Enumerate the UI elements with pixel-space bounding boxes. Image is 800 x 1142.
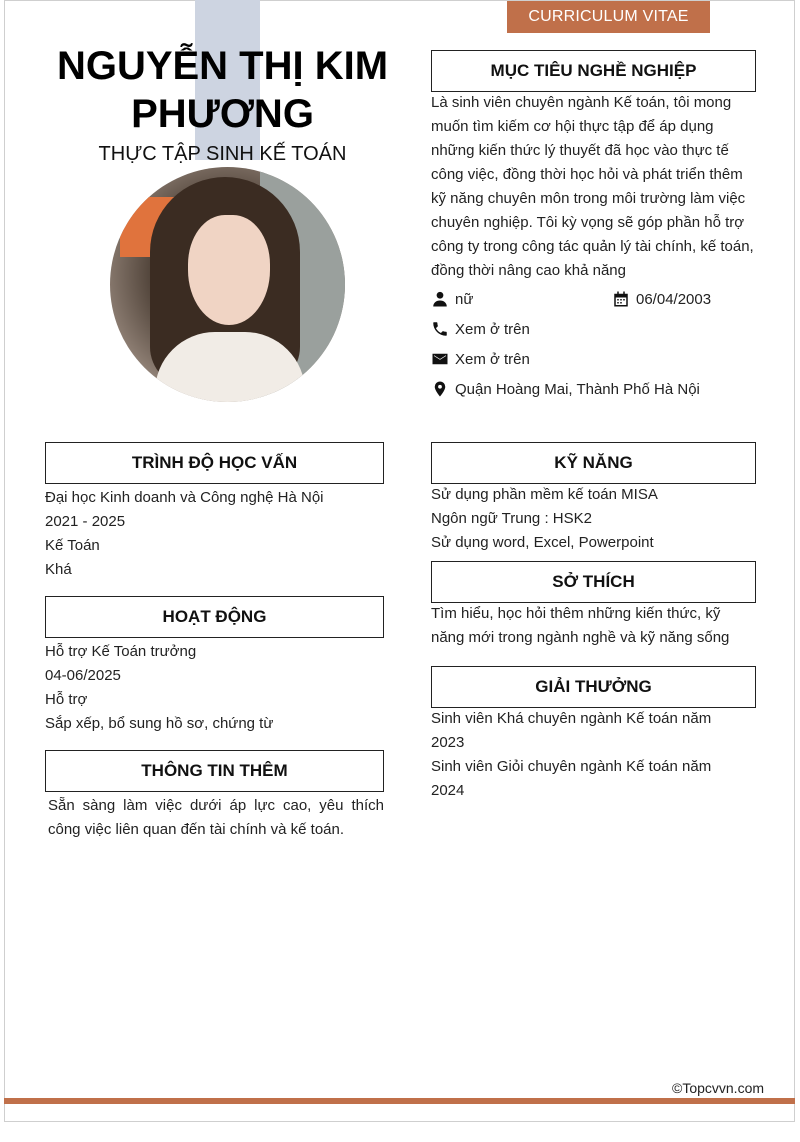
- dob-value: 06/04/2003: [636, 290, 712, 308]
- activity-line: Hỗ trợ: [45, 691, 88, 708]
- activity-line: Hỗ trợ Kế Toán trưởng: [45, 643, 197, 660]
- activity-line: Sắp xếp, bổ sung hồ sơ, chứng từ: [45, 715, 274, 732]
- email-icon: [431, 350, 449, 368]
- gender-row: [431, 290, 473, 308]
- award-line: 2024: [431, 782, 465, 799]
- skills-heading: KỸ NĂNG: [431, 442, 756, 484]
- activities-content: [45, 640, 273, 736]
- gender-value: nữ: [455, 290, 474, 308]
- location-icon: [431, 380, 449, 398]
- phone-row: [431, 320, 530, 338]
- address-row: [431, 380, 700, 398]
- hobbies-heading: SỞ THÍCH: [431, 561, 756, 603]
- email-row: [431, 350, 530, 368]
- job-title: THỰC TẬP SINH KẾ TOÁN: [98, 143, 347, 165]
- hobbies-text: Tìm hiểu, học hỏi thêm những kiến thức, kỹ năng mới trong ngành nghề và kỹ năng sống: [431, 605, 730, 646]
- education-line: Kế Toán: [45, 537, 100, 554]
- user-icon: [431, 290, 449, 308]
- award-line: Sinh viên Giỏi chuyên ngành Kế toán năm: [431, 758, 712, 775]
- education-line: Đại học Kinh doanh và Công nghệ Hà Nội: [45, 489, 324, 506]
- phone-value: Xem ở trên: [455, 320, 530, 338]
- education-line: Khá: [45, 561, 72, 578]
- awards-heading: GIẢI THƯỞNG: [431, 666, 756, 708]
- award-line: Sinh viên Khá chuyên ngành Kế toán năm: [431, 710, 712, 727]
- footer-accent-line: [4, 1098, 795, 1104]
- skill-line: Ngôn ngữ Trung : HSK2: [431, 510, 592, 527]
- calendar-icon: [612, 290, 630, 308]
- objective-heading: MỤC TIÊU NGHỀ NGHIỆP: [431, 50, 756, 92]
- education-heading: TRÌNH ĐỘ HỌC VẤN: [45, 442, 384, 484]
- cv-tag: CURRICULUM VITAE: [507, 1, 710, 33]
- objective-text: Là sinh viên chuyên ngành Kế toán, tôi mong muốn tìm kiếm cơ hội thực tập để áp dụng những kiến thức lý thuyết đã học vào thực tế công việc, đồng thời học hỏi và phát triển thêm kỹ năng chuyên môn trong môi trường làm việc chuyên nghiệp. Tôi kỳ vọng sẽ góp phần hỗ trợ công ty trong công tác quản lý tài chính, kế toán, đồng thời nâng cao khả năng: [431, 94, 754, 279]
- avatar: [110, 167, 345, 402]
- education-content: [45, 486, 324, 582]
- additional-info-heading: THÔNG TIN THÊM: [45, 750, 384, 792]
- skills-content: [431, 483, 658, 555]
- address-value: Quận Hoàng Mai, Thành Phố Hà Nội: [455, 380, 700, 398]
- copyright-text: ©Topcvvn.com: [672, 1080, 765, 1096]
- skill-line: Sử dụng word, Excel, Powerpoint: [431, 534, 654, 551]
- award-line: 2023: [431, 734, 465, 751]
- email-value: Xem ở trên: [455, 350, 530, 368]
- skill-line: Sử dụng phần mềm kế toán MISA: [431, 486, 658, 503]
- awards-content: [431, 707, 711, 803]
- candidate-name: NGUYỄN THỊ KIM PHƯƠNG: [56, 44, 389, 136]
- activity-line: 04-06/2025: [45, 667, 121, 684]
- activities-heading: HOẠT ĐỘNG: [45, 596, 384, 638]
- additional-info-text: Sẵn sàng làm việc dưới áp lực cao, yêu thích công việc liên quan đến tài chính và kế toán.: [48, 797, 384, 838]
- phone-icon: [431, 320, 449, 338]
- dob-row: [612, 290, 711, 308]
- education-line: 2021 - 2025: [45, 513, 126, 530]
